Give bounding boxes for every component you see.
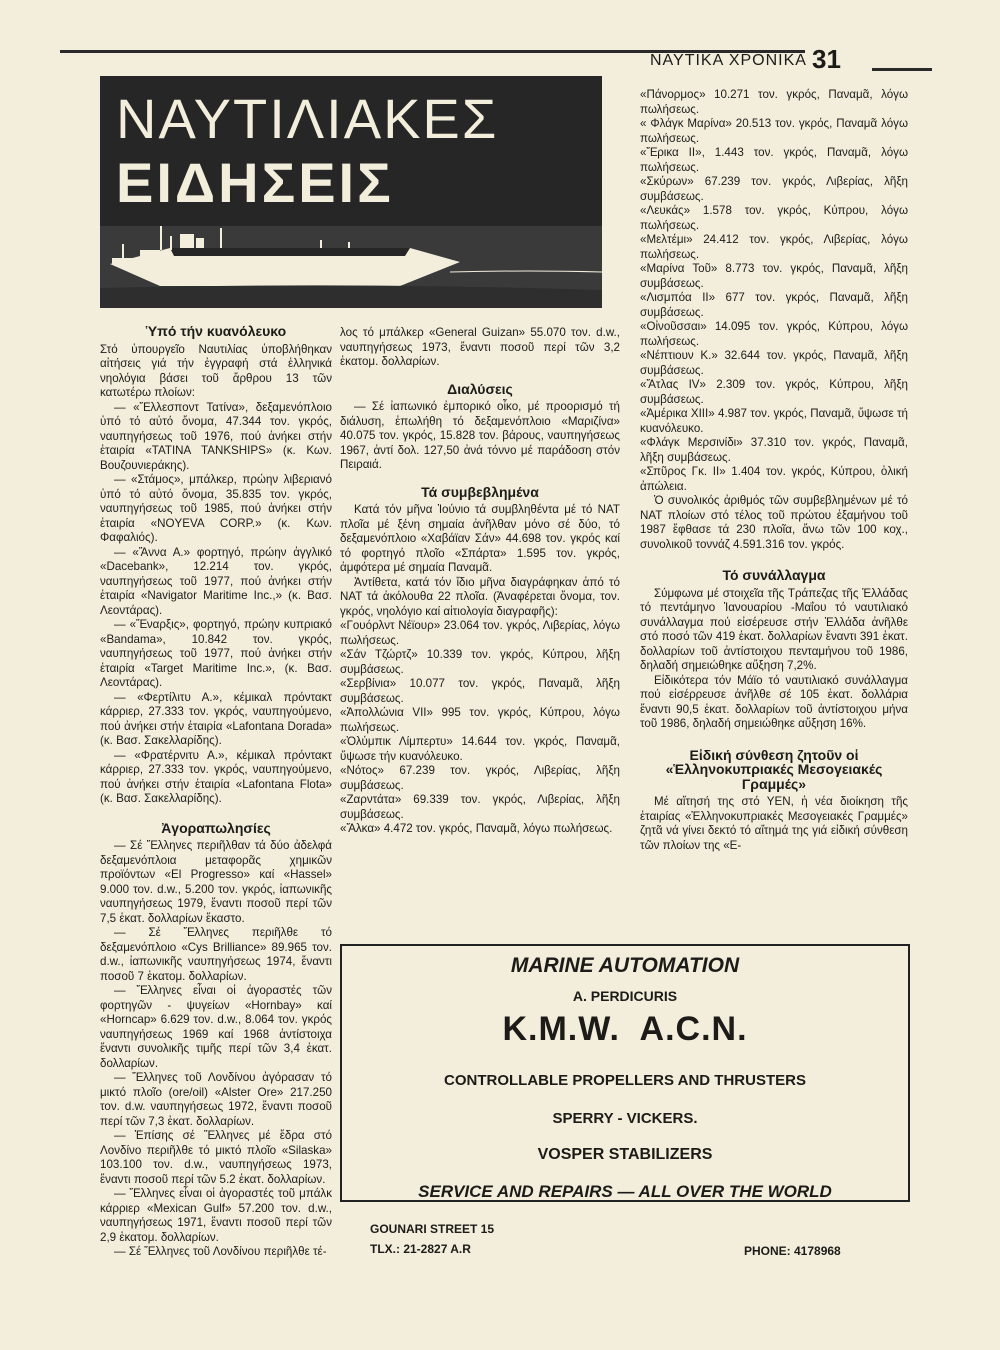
ad-address: GOUNARI STREET 15 [370, 1222, 495, 1236]
ad-tagline: SERVICE AND REPAIRS — ALL OVER THE WORLD [418, 1182, 832, 1201]
ad-line-propellers: CONTROLLABLE PROPELLERS AND THRUSTERS [444, 1072, 806, 1089]
paragraph: Ὁ συνολικός ἀριθμός τῶν συμβεβλημένων μέ τό ΝΑΤ πλοίων στό τέλος τοῦ πρώτου ἑξαμήνου τοῦ 1987 ἔφθασε τά 230 πλοῖα, ἄνω τῶν 100 κοχ., συνολικοῦ τοννάζ 4.591.316 τον. γκρός. [640, 494, 908, 551]
paragraph: — Σέ Ἕλληνες περιῆλθε τό δεξαμενόπλοιο «Cys Brilliance» 89.965 τον. d.w., ἰαπωνικῆς ναυπηγήσεως 1974, ἔναντι ποσοῦ 7 ἑκατομ. δολλαρίων. [100, 926, 332, 983]
ad-title: MARINE AUTOMATION [510, 954, 740, 977]
list-item: «Λισμπόα II» 677 τον. γκρός, Παναμᾶ, λῆξη συμβάσεως. [640, 291, 908, 319]
paragraph: — Ἕλληνες τοῦ Λονδίνου ἀγόρασαν τό μικτό πλοῖο (ore/oil) «Alster Ore» 217.250 τον. d.w. ναυπηγήσεως 1972, ἔναντι ποσοῦ περί τῶν 7,3 ἑκατ. δολλαρίων. [100, 1071, 332, 1128]
ad-line-vosper: VOSPER STABILIZERS [537, 1146, 713, 1163]
list-item: «Σερβίνια» 10.077 τον. γκρός, Παναμᾶ, λῆξη συμβάσεως. [340, 677, 620, 705]
list-item: «Πάνορμος» 10.271 τον. γκρός, Παναμᾶ, λόγω πωλήσεως. [640, 88, 908, 116]
list-item: «Σάν Τζώρτζ» 10.339 τον. γκρός, Κύπρου, λῆξη συμβάσεως. [340, 648, 620, 676]
paragraph: Σύμφωνα μέ στοιχεῖα τῆς Τράπεζας τῆς Ἑλλάδας τό πεντάμηνο Ἰανουαρίου -Μαΐου τό ναυτιλιακό συνάλλαγμα πού εἰσέρευσε στήν Ἑλλάδα ἀνῆλθε στό ποσό τῶν 419 ἑκατ. δολλαρίων ἔναντι 391 ἑκατ. δολλαρίων τοῦ ἀντίστοιχου πενταμήνου τοῦ 1986, δηλαδή σημειώθηκε αὔξηση 7,2%. [640, 586, 908, 672]
list-item: «Μελτέμι» 24.412 τον. γκρός, Λιβερίας, λόγω πωλήσεως. [640, 233, 908, 261]
paragraph: — Ἕλληνες εἶναι οἱ ἀγοραστές τοῦ μπάλκ κάρριερ «Mexican Gulf» 57.200 τον. d.w., ναυπηγήσεως 1971, ἔναντι ποσοῦ περί τῶν 2,9 ἑκατομ. δολλαρίων. [100, 1187, 332, 1244]
list-item: «Γουόρλντ Νέϊουρ» 23.064 τον. γκρός, Λιβερίας, λόγω πωλήσεως. [340, 619, 620, 647]
banner-title-line2: ΕΙΔΗΣΕΙΣ [116, 151, 394, 214]
heading-under-flag: Ὑπό τήν κυανόλευκο [145, 323, 287, 339]
paragraph: — Ἐπίσης σέ Ἕλληνες μέ ἕδρα στό Λονδίνο περιῆλθε τό μικτό πλοῖο «Silaska» 103.100 τον. d.w., ναυπηγήσεως 1973, ἔναντι ποσοῦ περί τῶν 5.2 ἑκατ. δολλαρίων. [100, 1129, 332, 1186]
section-banner [100, 76, 602, 308]
publication-name: ΝΑΥΤΙΚΑ ΧΡΟΝΙΚΑ [650, 52, 807, 69]
list-item: «Ἀπολλώνια VII» 995 τον. γκρός, Κύπρου, λόγω πωλήσεως. [340, 706, 620, 734]
column-2 [340, 326, 620, 837]
paragraph: Μέ αἴτησή της στό ΥΕΝ, ἡ νέα διοίκηση τῆς ἑταιρίας «Ἑλληνοκυπριακές Μεσογειακές Γραμμές» ζητᾶ νά γίνει δεκτό τό αἴτημά της γιά εἰδική σύνθεση τῶν πλοίων της «Ε- [640, 795, 908, 852]
list-item: « Φλάγκ Μαρίνα» 20.513 τον. γκρός, Παναμᾶ λόγω πωλήσεως. [640, 117, 908, 145]
paragraph: λος τό μπάλκερ «General Guizan» 55.070 τον. d.w., ναυπηγήσεως 1973, ἔναντι ποσοῦ περί τῶν 3,2 ἑκατομ. δολλαρίων. [340, 326, 620, 368]
ad-phone: PHONE: 4178968 [744, 1244, 841, 1258]
list-item: «Ζαρντάτα» 69.339 τον. γκρός, Λιβερίας, λῆξη συμβάσεως. [340, 793, 620, 821]
list-item: «Νέπτιουν Κ.» 32.644 τον. γκρός, Παναμᾶ, λῆξη συμβάσεως. [640, 349, 908, 377]
paragraph: — Σέ Ἕλληνες περιῆλθαν τά δύο ἀδελφά δεξαμενόπλοια μεταφορᾶς χημικῶν προϊόντων «El Progresso» καί «Hassel» 9.000 τον. d.w., 5.200 τον. γκρός, ἰαπωνικῆς ναυπηγήσεως 1979, ἔναντι ποσοῦ περί τῶν 7,5 ἑκατ. δολλαρίων ἕκαστο. [100, 839, 332, 925]
heading-scrapping: Διαλύσεις [447, 380, 513, 397]
ad-line-sperry: SPERRY - VICKERS. [552, 1110, 698, 1127]
paragraph: — «Φερτίλιτυ Α.», κέμικαλ πρόντακτ κάρριερ, 27.333 τον. γκρός, ναυπηγούμενο, πού ἀνήκει στήν ἑταιρία «Lafontana Dorada» (κ. Βασ. Σακελλαρίδης). [100, 690, 332, 747]
ad-telex: TLX.: 21-2827 A.R [370, 1242, 471, 1256]
paragraph: Εἰδικότερα τόν Μάϊο τό ναυτιλιακό συνάλλαγμα πού εἰσέρρευσε ἀνῆλθε σέ 105 ἑκατ. δολλάρια ἔναντι 90,5 ἑκατ. δολλαρίων τοῦ ἀντίστοιχου μήνα τοῦ 1986, δηλαδή σημειώθηκε αὔξηση 16%. [640, 673, 908, 730]
paragraph: Ἀντίθετα, κατά τόν ἴδιο μῆνα διαγράφηκαν ἀπό τό ΝΑΤ τά ἀκόλουθα 22 πλοῖα. (Ἀναφέρεται ὄνομα, τον. γκρός, νηολόγιο καί αἰτιολογία διαγραφῆς): [340, 575, 620, 618]
list-item: «Μαρίνα Τοῦ» 8.773 τον. γκρός, Παναμᾶ, λῆξη συμβάσεως. [640, 262, 908, 290]
paragraph: Στό ὑπουργεῖο Ναυτιλίας ὑποβλήθηκαν αἰτήσεις γιά τήν ἐγγραφή στά ἑλληνικά νηολόγια βάσει τοῦ ἄρθρου 13 τῶν κατωτέρω πλοίων: [100, 342, 332, 399]
paragraph: — «Στάμος», μπάλκερ, πρώην λιβεριανό ὑπό τό αὐτό ὄνομα, 35.835 τον. γκρός, ναυπηγήσεως τοῦ 1985, πού ἀνήκει στήν ἑταιρία «NOYEVA CORP.» (κ. Κων. Φαφαλιός). [100, 473, 332, 544]
list-item: «Ἄλκα» 4.472 τον. γκρός, Παναμᾶ, λόγω πωλήσεως. [340, 822, 613, 835]
list-item: «Σπῦρος Γκ. II» 1.404 τον. γκρός, Κύπρου, ὁλική ἀπώλεια. [640, 465, 908, 493]
list-item: «Σκύρων» 67.239 τον. γκρός, Λιβερίας, λῆξη συμβάσεως. [640, 175, 908, 203]
heading-special-crew: Εἰδική σύνθεση ζητοῦν οἱ «Ἑλληνοκυπριακές Μεσογειακές Γραμμές» [665, 746, 883, 792]
paragraph: — «Ἔναρξις», φορτηγό, πρώην κυπριακό «Bandama», 10.842 τον. γκρός, ναυπηγήσεως τοῦ 1977, πού ἀνήκει στήν ἑταιρία «Target Maritime Inc.», (κ. Βασ. Λεοντάρας). [100, 618, 332, 689]
paragraph: — «Ἄννα Α.» φορτηγό, πρώην ἀγγλικό «Dacebank», 12.214 τον. γκρός, ναυπηγήσεως τοῦ 1977, πού ἀνήκει στήν ἑταιρία «Navigator Maritime Inc.,» (κ. Βασ. Λεοντάρας). [100, 545, 332, 617]
header-rule-right [872, 68, 932, 71]
paragraph: Κατά τόν μῆνα Ἰούνιο τά συμβληθέντα μέ τό ΝΑΤ πλοῖα μέ ξένη σημαία ἀνῆλθαν μόνο σέ δύο, τό δεξαμενόπλοιο «Χαβάϊαν Σάν» 44.698 τον. γκρός καί τό φορτηγό πλοῖο «Σπάρτα» 1.595 τον. γκρός, ἀμφότερα μέ σημαία Παναμᾶ. [340, 503, 620, 574]
list-item: «Ἀμέρικα XIII» 4.987 τον. γκρός, Παναμᾶ, ὕψωσε τή κυανόλευκο. [640, 407, 908, 435]
ad-brand: K.M.W. A.C.N. [502, 1010, 748, 1048]
paragraph: — Ἕλληνες εἶναι οἱ ἀγοραστές τῶν φορτηγῶν - ψυγείων «Hornbay» καί «Horncap» 6.629 τον. d.w., 8.064 τον. γκρός ναυπηγήσεως 1969 καί 1968 ἀντίστοιχα ἔναντι συνολικῆς τιμῆς περί τῶν 3,4 ἑκατ. δολλαρίων. [100, 984, 332, 1070]
heading-contracted: Τά συμβεβλημένα [421, 483, 539, 500]
paragraph: — «Ἕλλεσποντ Τατίνα», δεξαμενόπλοιο ὑπό τό αὐτό ὄνομα, 47.344 τον. γκρός, ναυπηγήσεως τοῦ 1976, πού ἀνήκει στήν ἑταιρία «TATINA TANKSHIPS» (κ. Κων. Βουζουνιεράκης). [100, 400, 332, 472]
list-item: «Ἄτλας IV» 2.309 τον. γκρός, Κύπρου, λῆξη συμβάσεως. [640, 378, 908, 406]
list-item: «Φλάγκ Μερσινίδι» 37.310 τον. γκρός, Παναμᾶ, λῆξη συμβάσεως. [640, 436, 908, 464]
list-item: «Οἰνοῦσσαι» 14.095 τον. γκρός, Κύπρου, λόγω πωλήσεως. [640, 320, 908, 348]
list-item: «Λευκάς» 1.578 τον. γκρός, Κύπρου, λόγω πωλήσεως. [640, 204, 908, 232]
heading-sales: Ἀγοραπωλησίες [161, 819, 271, 836]
banner-title-line1: ΝΑΥΤΙΛΙΑΚΕΣ [116, 87, 499, 150]
paragraph: — «Φρατέρνιτυ Α.», κέμικαλ πρόντακτ κάρριερ, 27.333 τον. γκρός, ναυπηγούμενο, πού ἀνήκει στήν ἑταιρία «Lafontana Flota» (κ. Βασ. Σακελλαρίδης). [100, 748, 332, 805]
paragraph: — Σέ ἰαπωνικό ἐμπορικό οἶκο, μέ προορισμό τή διάλυση, ἐπωλήθη τό δεξαμενόπλοιο «Μαριζίνα» 40.075 τον. γκρός, 15.828 τον. βάρους, ναυπηγήσεως 1967, ἀντί δολ. 127,50 ἀνά τόννο μέ παράδοση στόν Πειραιά. [340, 400, 620, 471]
list-item: «Ἔρικα II», 1.443 τον. γκρός, Παναμᾶ, λόγω πωλήσεως. [640, 146, 908, 174]
ad-person: A. PERDICURIS [572, 988, 678, 1004]
list-item: «Ὀλύμπικ Λίμπερτυ» 14.644 τον. γκρός, Παναμᾶ, ὕψωσε τήν κυανόλευκο. [340, 735, 620, 763]
page-number: 31 [812, 44, 841, 74]
heading-foreign-exchange: Τό συνάλλαγμα [722, 567, 826, 583]
column-3 [640, 88, 908, 853]
advertisement [340, 944, 910, 1202]
list-item: «Νότος» 67.239 τον. γκρός, Λιβερίας, λῆξη συμβάσεως. [340, 764, 620, 792]
paragraph: — Σέ Ἕλληνες τοῦ Λονδίνου περιῆλθε τέ- [114, 1245, 327, 1258]
column-1 [100, 318, 332, 1260]
